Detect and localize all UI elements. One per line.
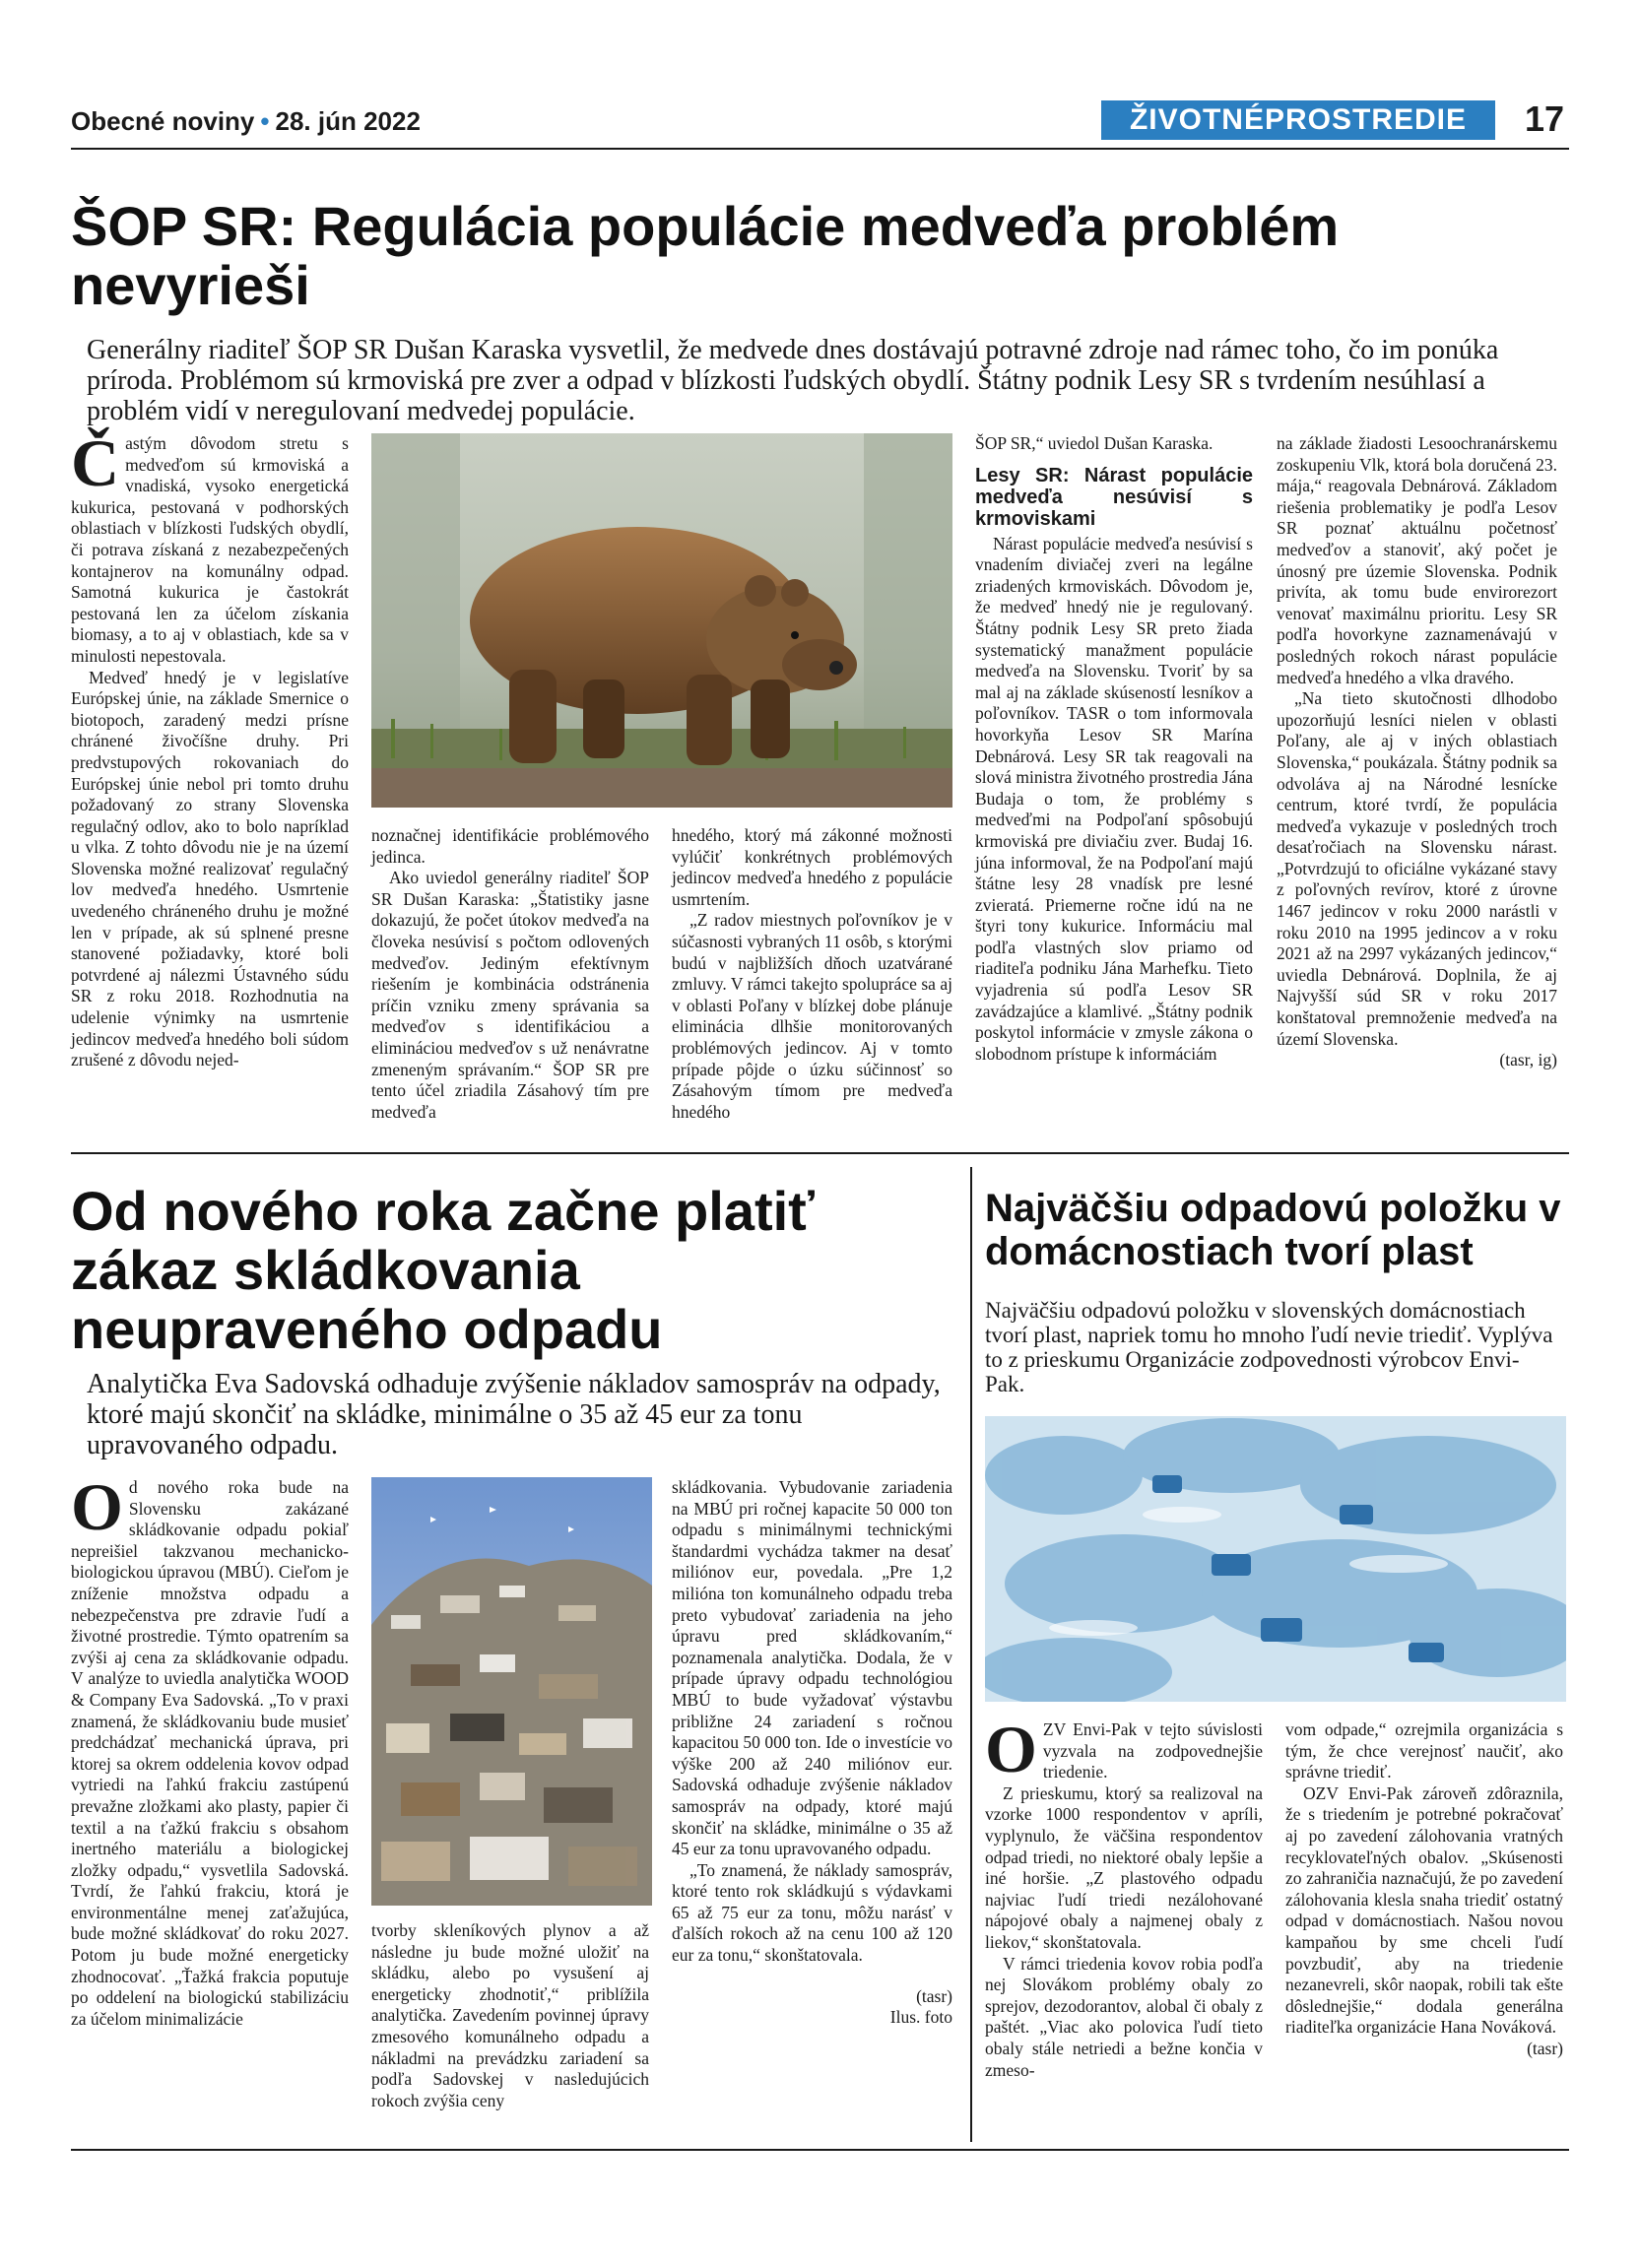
page-number: 17 (1525, 98, 1565, 139)
article1-lead: Generálny riaditeľ ŠOP SR Dušan Karaska vysvetlil, že medvede dnes dostávajú potravné zdroje nad rámec toho, čo im ponúka príroda. Problémom sú krmoviská pre zver a odpad v blízkosti ľudských obydlí. Štátny podnik Lesy SR s tvrdením nesúhlasí a problém vidí v neregulovaní medvedej populácie. (87, 335, 1499, 426)
page-header-left (71, 106, 421, 137)
article2-title: Od nového roka začne platiť zákaz skládkovania neupraveného odpadu (71, 1180, 815, 1360)
paragraph: noznačnej identifikácie problémového jedinca. (371, 825, 649, 867)
dropcap: Č (71, 425, 120, 500)
article1-column-1 (71, 425, 349, 1071)
paragraph: „To znamená, že náklady samospráv, ktoré tento rok skládkujú s výdavkami 65 až 75 eur za tonu, môžu narásť v ďalších rokoch až na cenu 100 až 120 eur za tonu,“ skonštatovala. (672, 1859, 952, 1966)
article2-credit: (tasr) (916, 1985, 952, 2006)
article2-photo-credit: Ilus. foto (889, 2007, 952, 2028)
article-separator-rule (71, 1152, 1569, 1154)
article3-lead: Najväčšiu odpadovú položku v slovenských domácnostiach tvorí plast, napriek tomu ho mnoho ľudí nevie triediť. Vyplýva to z prieskumu Organizácie zodpovednosti výrobcov Envi-Pak. (985, 1298, 1553, 1396)
paragraph: vom odpade,“ ozrejmila organizácia s tým, že chce verejnosť naučiť, ako správne triediť. (1285, 1719, 1563, 1782)
column-divider (970, 1167, 972, 2142)
article2-column-3 (672, 1477, 952, 2029)
paragraph: skládkovania. Vybudovanie zariadenia na MBÚ pri ročnej kapacite 50 000 ton odpadu s minimálnymi technickými štandardmi vychádza takmer na desať miliónov eur, povedala. „Pre 1,2 milióna ton komunálneho odpadu treba preto vybudovať zariadenia na jeho úpravu pred skládkovaním,“ poznamenala analytička. Dodala, že v prípade úpravy odpadu technológiou MBÚ to bude vyžadovať výstavbu približne 24 zariadení s ročnou kapacitou 50 000 ton. Ide o investície vo výške 200 až 240 miliónov eur. Sadovská odhaduje zvýšenie nákladov samospráv na odpady, ktoré majú skončiť na skládke, minimálne o 35 až 45 eur za tonu upravovaného odpadu. (672, 1477, 952, 1859)
paragraph: Medveď hnedý je v legislatíve Európskej únie, na základe Smernice o biotopoch, zaradený medzi prísne chránené živočíšne druhy. Pri predvstupových rokovaniach do Európskej únie nebol pri tomto druhu požadovaný zo strany Slovenska regulačný odlov, ako to bolo napríklad u vlka. Z tohto dôvodu nie je na území Slovenska možné realizovať regulačný lov medveďa hnedého. Usmrtenie uvedeného chráneného druhu je možné len v prípade, ak sú splnené presne stanovené požiadavky, ktoré boli potvrdené aj nálezmi Ústavného súdu SR z roku 2018. Rozhodnutia na udelenie výnimky na usmrtenie jedincov medveďa hnedého boli súdom zrušené z dôvodu nejed- (71, 667, 349, 1070)
plastic-bottles-illustration-icon (985, 1416, 1566, 1702)
article2-column-2 (371, 1920, 649, 2111)
article1-title: ŠOP SR: Regulácia populácie medveďa problém nevyrieši (71, 195, 1340, 316)
paragraph: „Z radov miestnych poľovníkov je v súčasnosti vybraných 11 osôb, s ktorými budú v najbližších dňoch uzatvárané zmluvy. V rámci takejto spolupráce sa aj v oblasti Poľany v blízkej dobe plánuje eliminácia dlhšie monitorovaných problémových jedincov. Aj v tomto prípade pôjde o úzku súčinnosť so Zásahovým tímom pre medveďa hnedého (672, 910, 952, 1122)
paragraph: Ako uviedol generálny riaditeľ ŠOP SR Dušan Karaska: „Štatistiky jasne dokazujú, že počet útokov medveďa na človeka nesúvisí s počtom odlovených medveďov. Jediným efektívnym riešením je kombinácia odstránenia príčin vzniku zmeny správania sa medveďov s identifikáciou a elimináciou medveďov s už nenávratne zmeneným správaním.“ ŠOP SR pre tento účel zriadila Zásahový tím pre medveďa (371, 868, 649, 1122)
article1-column-4 (975, 433, 1253, 1065)
issue-date: 28. jún 2022 (275, 106, 421, 136)
article1-column-5 (1277, 433, 1557, 1071)
landfill-illustration-icon (371, 1477, 652, 1906)
publication-name: Obecné noviny (71, 106, 255, 136)
paragraph: V rámci triedenia kovov robia podľa nej Slovákom problémy obaly zo sprejov, dezodorantov, alobal či obaly z paštét. „Viac ako polovica ľudí tieto obaly stále netriedi a bežne končia v zmeso- (985, 1953, 1263, 2080)
article2-column-1 (71, 1469, 349, 2030)
article3-column-1 (985, 1712, 1263, 2081)
dropcap: O (985, 1712, 1037, 1786)
bottles-photo (985, 1416, 1566, 1702)
paragraph: ŠOP SR,“ uviedol Dušan Karaska. (975, 433, 1214, 453)
paragraph: OZV Envi-Pak zároveň zdôraznila, že s triedením je potrebné pokračovať aj po zavedení zálohovania vratných recyklovateľných obalov. „Skúsenosti zo zahraničia naznačujú, že po zavedení zálohovania klesla snaha triediť ostatný odpad v domácnostiach. Našou novou kampaňou by sme chceli ľudí povzbudiť, aby na triedenie nezanevreli, skôr naopak, robili tak ešte dôslednejšie,“ dodala generálna riaditeľka organizácie Hana Nováková. (1285, 1782, 1563, 2038)
article1-column-2 (371, 825, 649, 1123)
paragraph: Z prieskumu, ktorý sa realizoval na vzorke 1000 respondentov v apríli, vyplynulo, že väčšina respondentov odpad triedi, no niektoré obaly lepšie a iné horšie. „Z plastového odpadu najviac ľudí triedi nezálohované nápojové obaly a najmenej obaly z liekov,“ skonštatovala. (985, 1782, 1263, 1952)
article2-lead: Analytička Eva Sadovská odhaduje zvýšenie nákladov samospráv na odpady, ktoré majú skončiť na skládke, minimálne o 35 až 45 eur za tonu upravovaného odpadu. (87, 1369, 941, 1460)
bear-illustration-icon (371, 433, 952, 808)
paragraph: astým dôvodom stretu s medveďom sú krmoviská a vnadiská, vysoko energetická kukurica, pestovaná v podhorských oblastiach v blízkosti ľudských obydlí, či potrava získaná z nezabezpečených kontajnerov na komunálny odpad. Samotná kukurica je častokrát pestovaná len za účelom získania biomasy, a to aj v oblastiach, kde sa v minulosti nepestovala. (71, 433, 349, 666)
paragraph: d nového roka bude na Slovensku zakázané skládkovanie odpadu pokiaľ nepreišiel takzvanou mechanicko-biologickou úpravou (MBÚ). Cieľom je zníženie množstva odpadu a nebezpečenstva pre zdravie ľudí a životné prostredie. Týmto opatrením sa zvýši aj cena za skládkovanie odpadu. V analýze to uviedla analytička WOOD & Company Eva Sadovská. „To v praxi znamená, že skládkovaniu bude musieť predchádzať mechanická úprava, pri ktorej sa okrem oddelenia kovov odpad vytriedi na ľahkú frakciu zastúpenú prevažne zložkami ako plasty, papier či textil a na ťažkú frakciu s obsahom inertného materiálu a biologickej zložky odpadu,“ vysvetlila Sadovská. Tvrdí, že ľahkú frakciu, ktorá je environmentálne menej zaťažujúca, bude možné skládkovať do roku 2027. Potom ju bude možné energeticky zhodnocovať. „Ťažká frakcia poputuje po oddelení na biologickú stabilizáciu za účelom minimalizácie (71, 1477, 349, 2029)
article1-subheading: Lesy SR: Nárast populácie medveďa nesúvisí s krmoviskami (975, 464, 1253, 530)
dropcap: O (71, 1469, 123, 1544)
article3-credit: (tasr) (1527, 2038, 1563, 2058)
header-rule (71, 148, 1569, 150)
article3-title: Najväčšiu odpadovú položku v domácnostiach tvorí plast (985, 1187, 1561, 1273)
paragraph: na základe žiadosti Lesoochranárskemu zoskupeniu Vlk, ktorá bola doručená 23. mája,“ reagovala Debnárová. Základom riešenia problematiky je podľa Lesov SR poznať aktuálnu početnosť medveďov a stanoviť, aký počet je únosný pre územie Slovenska. Podnik privíta, ak tomu bude envirorezort venovať maximálnu prioritu. Lesy SR podľa hovorkyne zaznamenávajú v posledných rokoch nárast populácie medveďa hnedého a vlka dravého. (1277, 433, 1557, 687)
paragraph: Nárast populácie medveďa nesúvisí s vnadením diviačej zveri na legálne zriadených krmoviskách. Dôvodom je, že medveď hnedý nie je regulovaný. Štátny podnik Lesy SR preto žiada systematický manažment populácie medveďa na Slovensku. Tvoriť by sa mal aj na základe skúseností lesníkov a poľovníkov. TASR o tom informovala hovorkyňa Lesov SR Marína Debnárová. Lesy SR tak reagovali na slová ministra životného prostredia Jána Budaja o tom, že problémy s medveďmi na Podpoľaní spôsobujú krmoviská pre diviačiu zver. Budaj 16. júna informoval, že na Podpoľaní majú štátne lesy 28 vnadísk pre lesné zvieratá. Priemerne ročne idú na ne štyri tony kukurice. Informáciu mal podľa vlastných slov priamo od riaditeľa podniku Jána Marhefku. Tieto vyjadrenia sú podľa Lesov SR zavádzajúce a klamlivé. „Štátny podnik poskytol informácie v zmysle zákona o slobodnom prístupe k informáciám (975, 533, 1253, 1064)
footer-rule (71, 2149, 1569, 2151)
section-tag: ŽIVOTNÉPROSTREDIE (1101, 100, 1495, 140)
bear-photo (371, 433, 952, 808)
article1-column-3 (672, 825, 952, 1123)
paragraph: hnedého, ktorý má zákonné možnosti vylúčiť konkrétnych problémových jedincov medveďa hnedého z populácie usmrtením. (672, 825, 952, 909)
paragraph: „Na tieto skutočnosti dlhodobo upozorňujú lesníci nielen v oblasti Poľany, ale aj v iných oblastiach Slovenska,“ poukázala. Štátny podnik sa odvoláva aj na Národné lesnícke centrum, ktoré tvrdí, že populácia medveďa vykazuje v posledných troch desaťročiach na Slovensku nárast. „Potvrdzujú to oficiálne vykázané stavy z poľovných revírov, ktoré z úrovne 1467 jedincov v roku 2000 narástli v roku 2010 na 1995 jedincov a v roku 2021 až na 2997 vykázaných jedincov,“ uviedla Debnárová. Doplnila, že aj Najvyšší súd SR v roku 2017 konštatoval premnoženie medveďa na území Slovenska. (1277, 688, 1557, 1049)
article1-credit: (tasr, ig) (1499, 1050, 1557, 1070)
article3-column-2 (1285, 1719, 1563, 2060)
paragraph: ZV Envi-Pak v tejto súvislosti vyzvala na zodpovednejšie triedenie. (1042, 1719, 1263, 1782)
landfill-photo (371, 1477, 652, 1906)
separator-dot: • (260, 106, 270, 136)
paragraph: tvorby skleníkových plynov a až následne ju bude možné uložiť na skládku, alebo po vysušení aj energeticky zhodnotiť,“ priblížila analytička. Zavedením povinnej úpravy zmesového komunálneho odpadu a nákladmi na prevádzku zariadení sa podľa Sadovskej v nasledujúcich rokoch zvýšia ceny (371, 1920, 649, 2110)
